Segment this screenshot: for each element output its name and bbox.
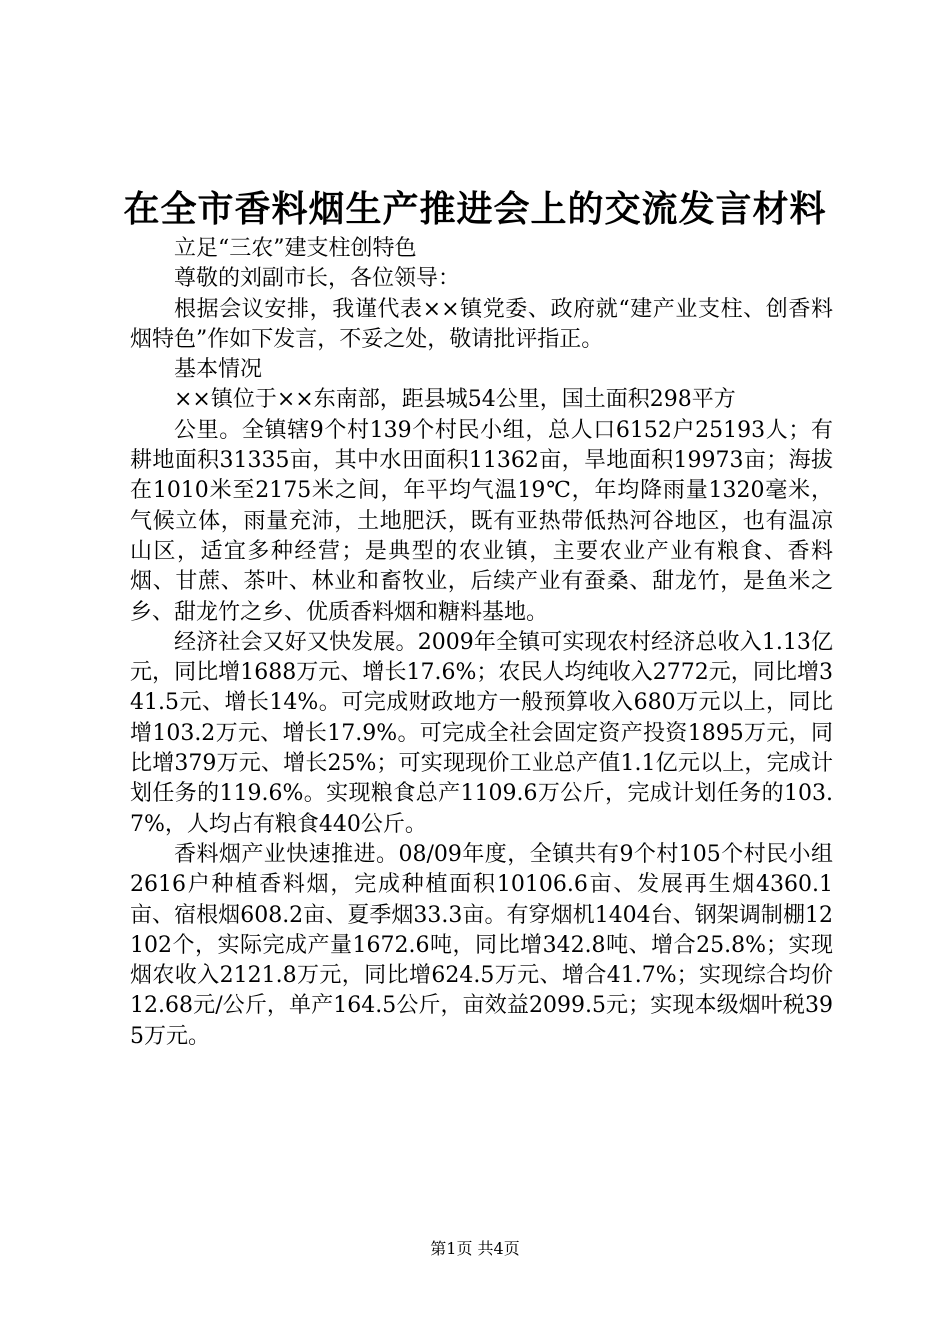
document-title: 在全市香料烟生产推进会上的交流发言材料 bbox=[123, 188, 827, 230]
document-body bbox=[130, 234, 833, 1052]
paragraph-economy: 经济社会又好又快发展。2009年全镇可实现农村经济总收入1.13亿元，同比增1688万元、增长17.6%；农民人均纯收入2772元，同比增341.5元、增长14%。可完成财政地方一般预算收入680万元以上，同比增103.2万元、增长17.9%。可完成全社会固定资产投资1895万元，同比增379万元、增长25%；可实现现价工业总产值1.1亿元以上，完成计划任务的119.6%。实现粮食总产1109.6万公斤，完成计划任务的103.7%，人均占有粮食440公斤。 bbox=[130, 629, 833, 837]
page-footer: 第1页 共4页 bbox=[430, 1239, 520, 1258]
paragraph-tobacco-industry: 香料烟产业快速推进。08/09年度，全镇共有9个村105个村民小组2616户种植香料烟，完成种植面积10106.6亩、发展再生烟4360.1亩、宿根烟608.2亩、夏季烟33.3亩。有穿烟机1404台、钢架调制棚12102个，实际完成产量1672.6吨，同比增342.8吨、增合25.8%；实现烟农收入2121.8万元，同比增624.5万元、增合41.7%；实现综合均价12.68元/公斤，单产164.5公斤，亩效益2099.5元；实现本级烟叶税395万元。 bbox=[130, 841, 833, 1049]
paragraph-salutation: 尊敬的刘副市长，各位领导： bbox=[174, 266, 461, 292]
section-heading-basic-info: 基本情况 bbox=[174, 357, 263, 383]
paragraph-overview: 公里。全镇辖9个村139个村民小组，总人口6152户25193人；有耕地面积31335亩，其中水田面积11362亩，旱地面积19973亩；海拔在1010米至2175米之间，年平均气温19℃，年均降雨量1320毫米，气候立体，雨量充沛，土地肥沃，既有亚热带低热河谷地区，也有温凉山区，适宜多种经营；是典型的农业镇，主要农业产业有粮食、香料烟、甘蔗、茶叶、林业和畜牧业，后续产业有蚕桑、甜龙竹，是鱼米之乡、甜龙竹之乡、优质香料烟和糖料基地。 bbox=[130, 417, 833, 625]
paragraph-subtitle: 立足“三农”建支柱创特色 bbox=[174, 236, 417, 261]
paragraph-location: ××镇位于××东南部，距县城54公里，国土面积298平方 bbox=[174, 387, 736, 413]
paragraph-opening: 根据会议安排，我谨代表××镇党委、政府就“建产业支柱、创香料烟特色”作如下发言，不妥之处，敬请批评指正。 bbox=[130, 296, 833, 352]
